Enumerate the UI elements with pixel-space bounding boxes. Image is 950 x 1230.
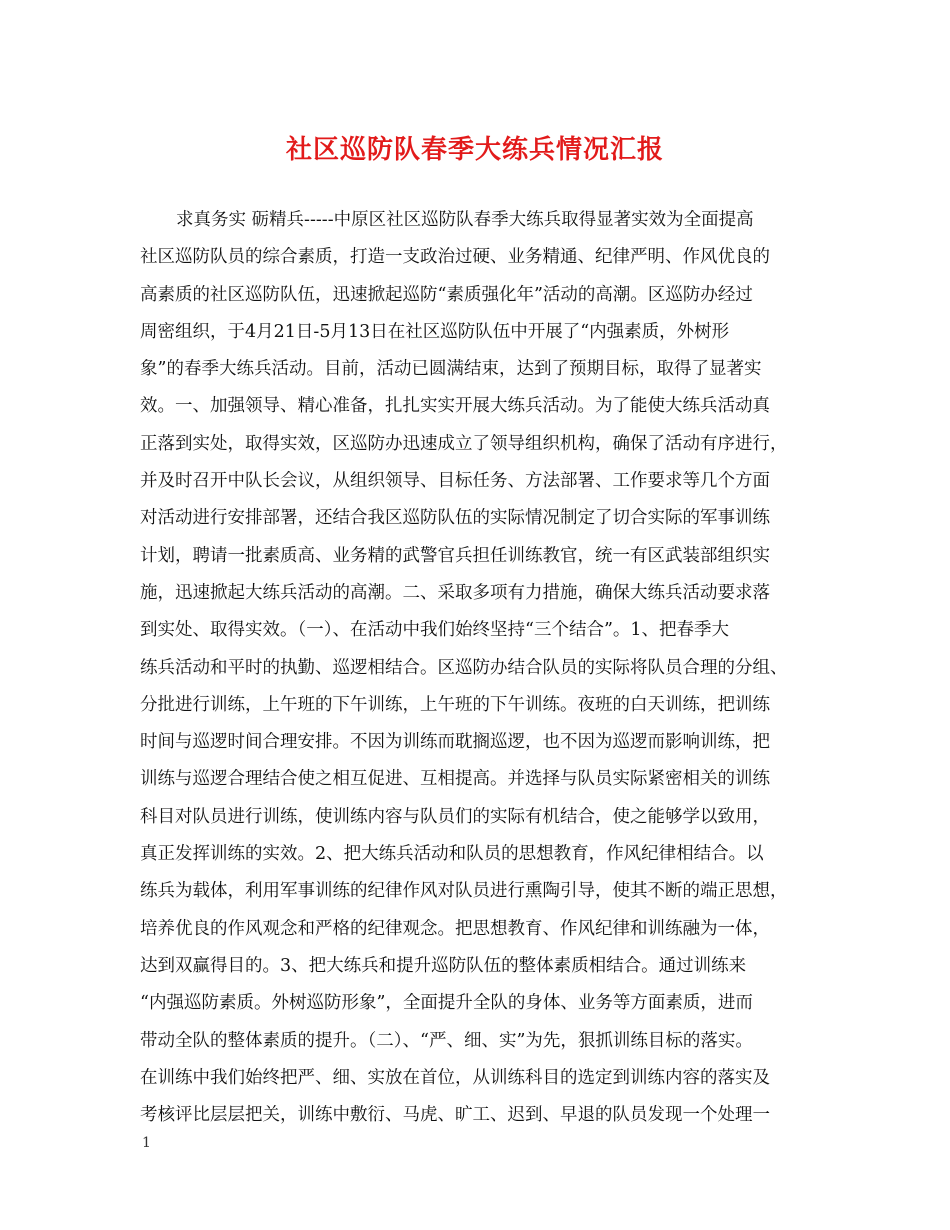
page-number: 1 [142,1135,151,1151]
body-line: 正落到实处，取得实效，区巡防办迅速成立了领导组织机构，确保了活动有序进行， [140,433,788,454]
body-line: 时间与巡逻时间合理安排。不因为训练而耽搁巡逻，也不因为巡逻而影响训练，把 [140,732,770,753]
body-line: 周密组织，于4月21日-5月13日在社区巡防队伍中开展了“内强素质，外树形 [140,321,730,342]
body-line: “内强巡防素质。外树巡防形象”，全面提升全队的身体、业务等方面素质，进而 [140,993,753,1014]
body-line: 高素质的社区巡防队伍，迅速掀起巡防“素质强化年”活动的高潮。区巡防办经过 [140,284,753,305]
body-line: 到实处、取得实效。（一）、在活动中我们始终坚持“三个结合”。1、把春季大 [140,620,730,641]
body-line: 求真务实 砺精兵-----中原区社区巡防队春季大练兵取得显著实效为全面提高 [176,210,754,230]
body-line: 练兵活动和平时的执勤、巡逻相结合。区巡防办结合队员的实际将队员合理的分组、 [140,657,788,678]
body-line: 训练与巡逻合理结合使之相互促进、互相提高。并选择与队员实际紧密相关的训练 [140,769,770,790]
body-line: 考核评比层层把关，训练中敷衍、马虎、旷工、迟到、早退的队员发现一个处理一 [140,1105,770,1126]
body-line: 施，迅速掀起大练兵活动的高潮。二、采取多项有力措施，确保大练兵活动要求落 [140,582,770,603]
body-line: 对活动进行安排部署，还结合我区巡防队伍的实际情况制定了切合实际的军事训练 [140,508,770,529]
body-line: 科目对队员进行训练，使训练内容与队员们的实际有机结合，使之能够学以致用， [140,806,770,827]
body-line: 练兵为载体，利用军事训练的纪律作风对队员进行熏陶引导，使其不断的端正思想， [140,881,788,902]
body-line: 计划，聘请一批素质高、业务精的武警官兵担任训练教官，统一有区武装部组织实 [140,545,770,566]
body-line: 在训练中我们始终把严、细、实放在首位，从训练科目的选定到训练内容的落实及 [140,1067,770,1088]
body-line: 社区巡防队员的综合素质，打造一支政治过硬、业务精通、纪律严明、作风优良的 [140,247,770,268]
body-line: 象”的春季大练兵活动。目前，活动已圆满结束，达到了预期目标，取得了显著实 [140,359,762,380]
body-line: 达到双赢得目的。3、把大练兵和提升巡防队伍的整体素质相结合。通过训练来 [140,955,747,976]
document-title: 社区巡防队春季大练兵情况汇报 [285,135,664,165]
body-line: 真正发挥训练的实效。2、把大练兵活动和队员的思想教育，作风纪律相结合。以 [140,844,764,865]
document-body [140,202,824,1134]
body-line: 培养优良的作风观念和严格的纪律观念。把思想教育、作风纪律和训练融为一体， [140,918,770,939]
body-line: 分批进行训练，上午班的下午训练，上午班的下午训练。夜班的白天训练，把训练 [140,694,770,715]
body-line: 效。一、加强领导、精心准备，扎扎实实开展大练兵活动。为了能使大练兵活动真 [140,396,770,417]
body-line: 并及时召开中队长会议，从组织领导、目标任务、方法部署、工作要求等几个方面 [140,471,770,492]
body-line: 带动全队的整体素质的提升。（二）、“严、细、实”为先，狠抓训练目标的落实。 [140,1030,753,1051]
